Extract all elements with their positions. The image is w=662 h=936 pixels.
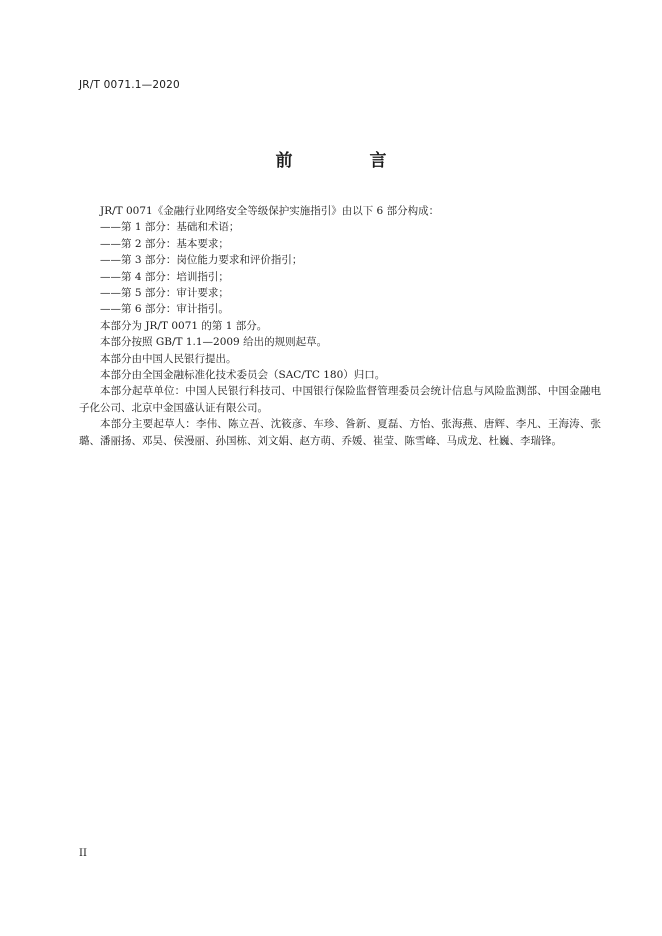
- page-title: 前 言: [275, 151, 417, 171]
- list-item-part-2: ——第 2 部分：基本要求；: [100, 237, 229, 250]
- paragraph-composition: JR/T 0071《金融行业网络安全等级保护实施指引》由以下 6 部分构成：: [100, 205, 440, 217]
- list-item-part-6: ——第 6 部分：审计指引。: [100, 303, 229, 316]
- foreword-body: [79, 203, 601, 449]
- paragraph-drafting-units: 本部分起草单位：中国人民银行科技司、中国银行保险监督管理委员会统计信息与风险监测部、中国金融电子化公司、北京中金国盛认证有限公司。: [79, 385, 601, 414]
- paragraph-proposer: 本部分由中国人民银行提出。: [100, 352, 237, 365]
- paragraph-drafting-rules: 本部分按照 GB/T 1.1—2009 给出的规则起草。: [100, 336, 328, 349]
- paragraph-drafters: 本部分主要起草人：李伟、陈立吾、沈筱彦、车珍、昝新、夏磊、方怡、张海燕、唐辉、李凡、王海涛、张璐、潘丽扬、邓昊、侯漫丽、孙国栋、刘文娟、赵方萌、乔媛、崔莹、陈雪峰、马成龙、杜巍、李瑞锋。: [79, 418, 601, 447]
- list-item-part-3: ——第 3 部分：岗位能力要求和评价指引；: [100, 254, 303, 267]
- list-item-part-4: ——第 4 部分：培训指引；: [100, 270, 229, 283]
- paragraph-technical-committee: 本部分由全国金融标准化技术委员会（SAC/TC 180）归口。: [100, 369, 386, 382]
- page-number: II: [79, 848, 87, 859]
- paragraph-this-part: 本部分为 JR/T 0071 的第 1 部分。: [100, 319, 268, 332]
- list-item-part-5: ——第 5 部分：审计要求；: [100, 287, 229, 300]
- list-item-part-1: ——第 1 部分：基础和术语；: [100, 221, 240, 234]
- standard-code-header: JR/T 0071.1—2020: [79, 79, 180, 91]
